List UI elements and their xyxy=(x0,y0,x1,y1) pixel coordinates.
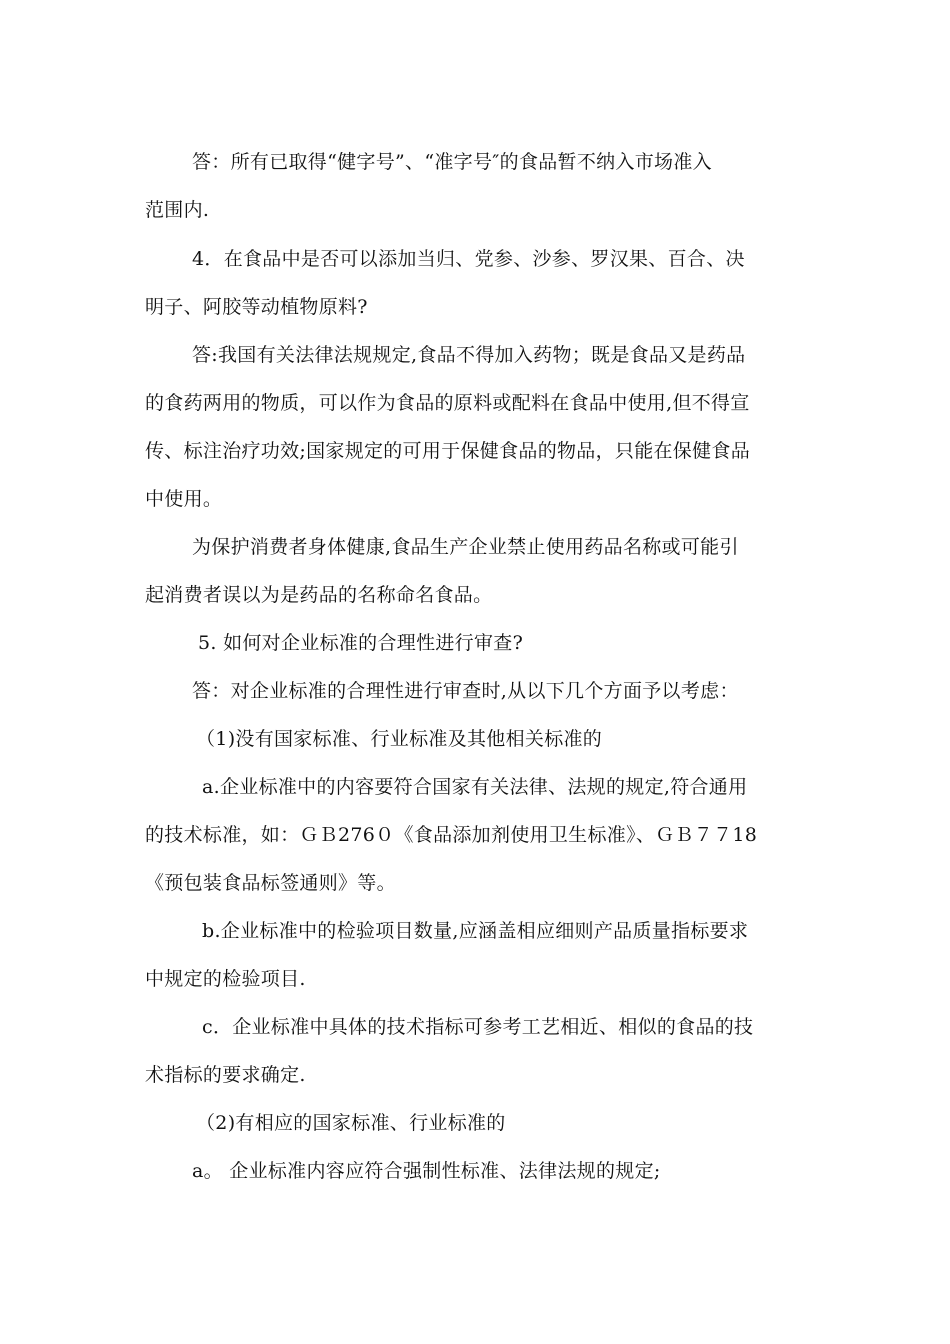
text-line: （1)没有国家标准、行业标准及其他相关标准的 xyxy=(196,728,603,750)
text-line: 明子、阿胶等动植物原料? xyxy=(145,296,368,318)
text-line: 中使用。 xyxy=(145,488,223,510)
text-line: 答：对企业标准的合理性进行审查时,从以下几个方面予以考虑： xyxy=(192,680,739,702)
text-line: 中规定的检验项目. xyxy=(145,968,306,990)
text-line: a。 企业标准内容应符合强制性标准、法律法规的规定; xyxy=(192,1160,661,1182)
text-line: 术指标的要求确定. xyxy=(145,1064,306,1086)
text-line: 范围内. xyxy=(145,199,210,221)
text-line: 为保护消费者身体健康,食品生产企业禁止使用药品名称或可能引 xyxy=(192,536,739,558)
text-line: 的食药两用的物质，可以作为食品的原料或配料在食品中使用,但不得宣 xyxy=(145,392,750,414)
text-line: 传、标注治疗功效;国家规定的可用于保健食品的物品，只能在保健食品 xyxy=(145,440,751,462)
text-line: 起消费者误以为是药品的名称命名食品。 xyxy=(145,584,493,606)
text-line: 5. 如何对企业标准的合理性进行审查? xyxy=(198,632,524,654)
text-line: 4．在食品中是否可以添加当归、党参、沙参、罗汉果、百合、决 xyxy=(192,248,745,270)
text-line: 的技术标准，如：ＧＢ276０《食品添加剂使用卫生标准》、ＧＢ７７18 xyxy=(145,824,758,846)
text-line: b.企业标准中的检验项目数量,应涵盖相应细则产品质量指标要求 xyxy=(202,920,749,942)
text-line: 答：所有已取得“健字号”、“准字号″的食品暂不纳入市场准入 xyxy=(192,151,712,173)
text-line: 答:我国有关法律法规规定,食品不得加入药物；既是食品又是药品 xyxy=(192,344,746,366)
text-line: c．企业标准中具体的技术指标可参考工艺相近、相似的食品的技 xyxy=(202,1016,754,1038)
text-line: （2)有相应的国家标准、行业标准的 xyxy=(196,1112,506,1134)
text-line: 《预包装食品标签通则》等。 xyxy=(145,872,396,894)
text-line: a.企业标准中的内容要符合国家有关法律、法规的规定,符合通用 xyxy=(202,776,748,798)
